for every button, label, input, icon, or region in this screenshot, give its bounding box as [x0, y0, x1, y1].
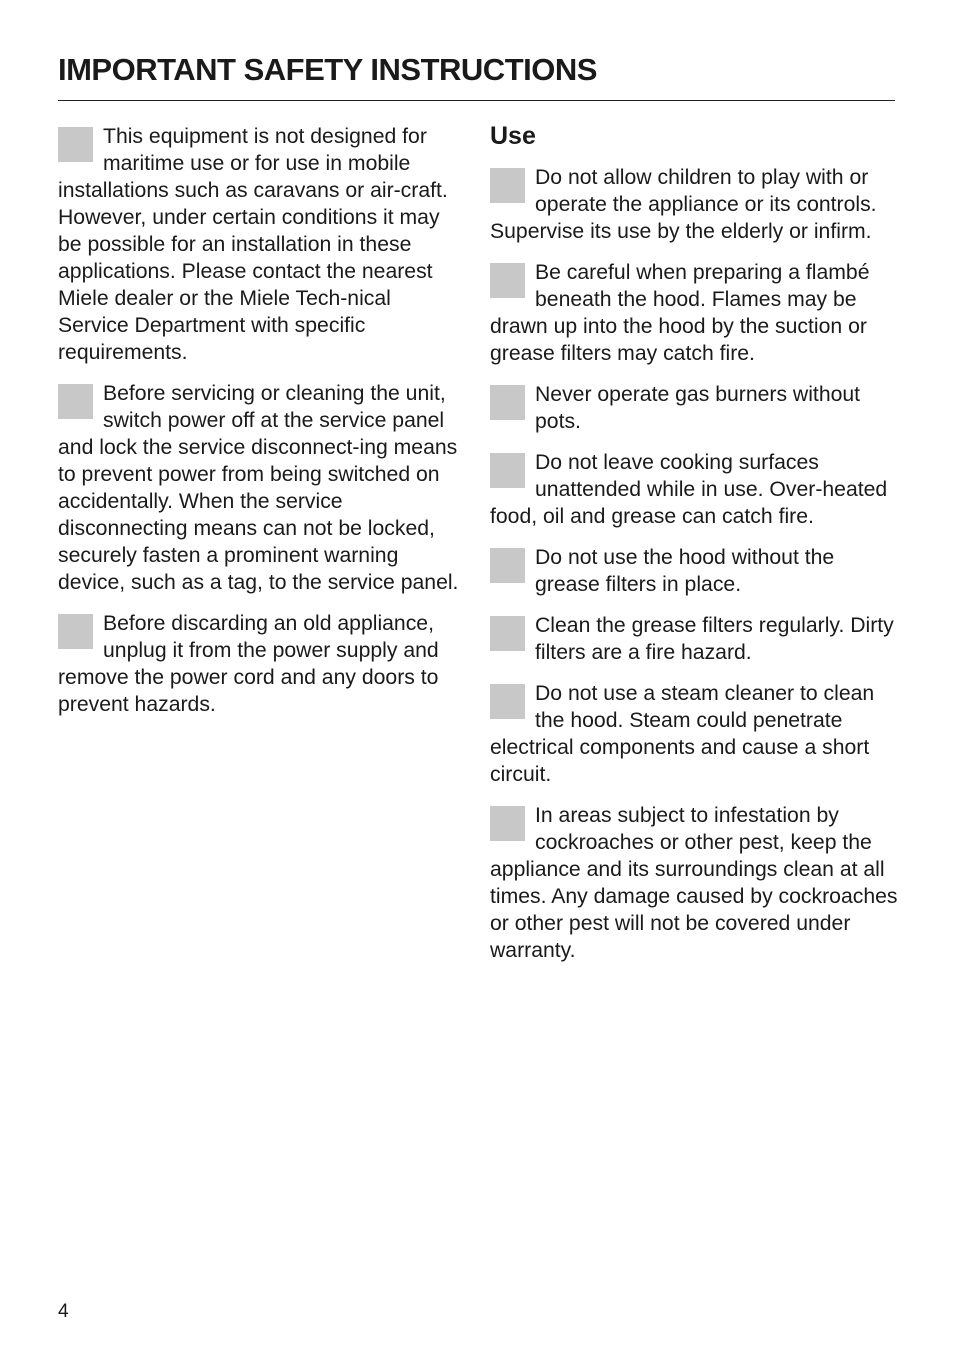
section-heading-use: Use	[490, 122, 536, 150]
paragraph-text: Do not use a steam cleaner to clean the hood. Steam could penetrate electrical components and cause a short circuit.	[490, 682, 875, 786]
warning-bullet-icon	[490, 548, 525, 583]
safety-paragraph	[58, 610, 466, 718]
paragraph-text: Never operate gas burners without pots.	[535, 383, 861, 433]
warning-bullet-icon	[490, 263, 525, 298]
paragraph-text: Be careful when preparing a flambé beneath the hood. Flames may be drawn up into the hood by the suction or grease filters may catch fire.	[490, 261, 870, 365]
warning-bullet-icon	[58, 127, 93, 162]
use-paragraph	[490, 802, 898, 964]
warning-bullet-icon	[490, 453, 525, 488]
warning-bullet-icon	[490, 385, 525, 420]
warning-bullet-icon	[490, 168, 525, 203]
use-paragraph	[490, 680, 898, 788]
paragraph-text: Before discarding an old appliance, unplug it from the power supply and remove the power cord and any doors to prevent hazards.	[58, 612, 439, 716]
use-paragraph	[490, 544, 898, 598]
warning-bullet-icon	[58, 384, 93, 419]
use-paragraph	[490, 449, 898, 530]
use-paragraph	[490, 259, 898, 367]
paragraph-text: Do not use the hood without the grease filters in place.	[535, 546, 835, 596]
warning-bullet-icon	[490, 806, 525, 841]
safety-paragraph	[58, 123, 466, 366]
left-column	[58, 123, 466, 732]
page-title: IMPORTANT SAFETY INSTRUCTIONS	[58, 52, 597, 87]
right-column	[490, 123, 898, 978]
title-divider	[58, 100, 895, 101]
paragraph-text: Do not allow children to play with or operate the appliance or its controls. Supervise its use by the elderly or infirm.	[490, 166, 877, 243]
paragraph-text: Do not leave cooking surfaces unattended while in use. Over-heated food, oil and grease can catch fire.	[490, 451, 888, 528]
paragraph-text: Clean the grease filters regularly. Dirty filters are a fire hazard.	[535, 614, 894, 664]
warning-bullet-icon	[490, 616, 525, 651]
paragraph-text: In areas subject to infestation by cockroaches or other pest, keep the appliance and its surroundings clean at all times. Any damage caused by cockroaches or other pest will not be covered under warranty.	[490, 804, 898, 962]
paragraph-text: Before servicing or cleaning the unit, switch power off at the service panel and lock the service disconnect-ing means to prevent power from being switched on accidentally. When the service disconnecting means can not be locked, securely fasten a prominent warning device, such as a tag, to the service panel.	[58, 382, 459, 594]
use-paragraph	[490, 381, 898, 435]
use-paragraph	[490, 164, 898, 245]
warning-bullet-icon	[58, 614, 93, 649]
safety-paragraph	[58, 380, 466, 596]
use-paragraph	[490, 612, 898, 666]
page-number: 4	[58, 1301, 69, 1322]
warning-bullet-icon	[490, 684, 525, 719]
paragraph-text: This equipment is not designed for maritime use or for use in mobile installations such as caravans or air-craft. However, under certain conditions it may be possible for an installation in these applications. Please contact the nearest Miele dealer or the Miele Tech-nical Service Department with specific requirements.	[58, 125, 448, 364]
